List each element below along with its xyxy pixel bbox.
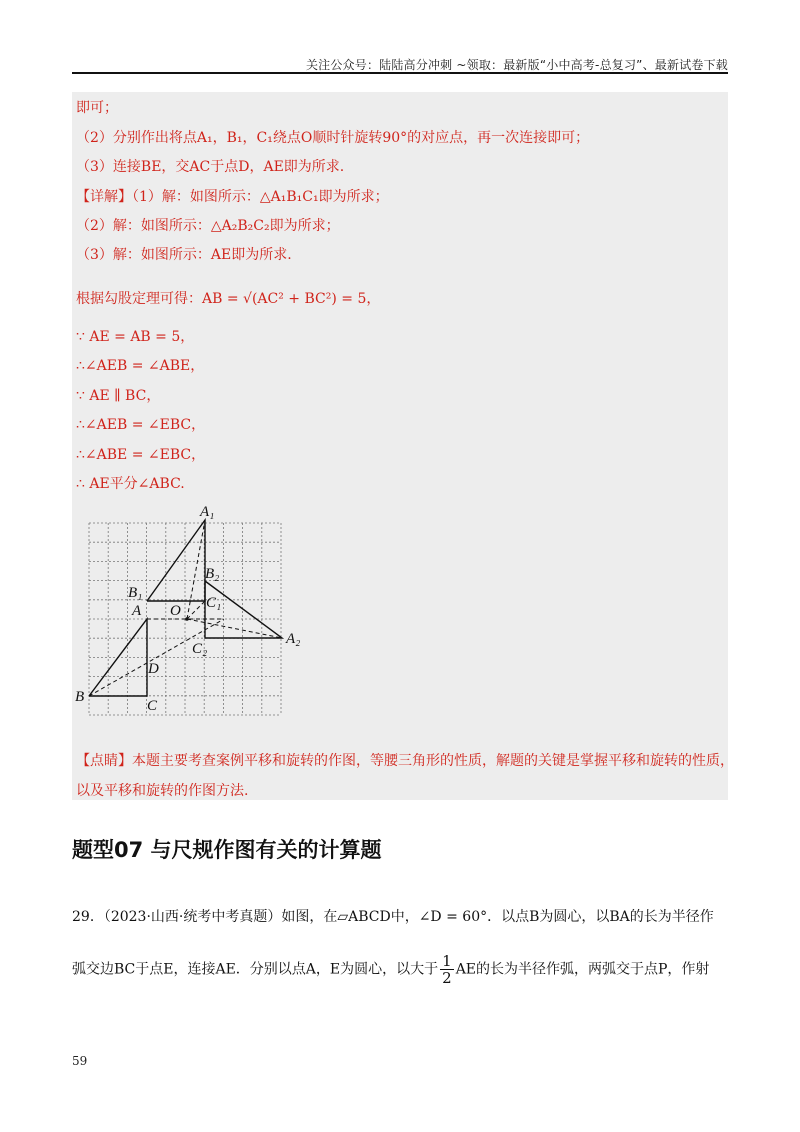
answer-line-6: （3）解：如图所示：AE即为所求. bbox=[76, 247, 292, 263]
triangle-a1b1c1 bbox=[147, 520, 205, 601]
grid-diagram bbox=[72, 503, 312, 723]
label-o: O bbox=[170, 603, 181, 619]
section-title: 题型07 与尺规作图有关的计算题 bbox=[72, 838, 382, 862]
label-b: B bbox=[75, 689, 85, 705]
step-line-5: ∴∠ABE = ∠EBC， bbox=[76, 447, 206, 463]
label-d: D bbox=[148, 661, 159, 677]
fraction-denominator: 2 bbox=[442, 969, 452, 987]
label-c2: C₂ bbox=[192, 641, 208, 657]
comment-line-2: 以及平移和旋转的作图方法. bbox=[76, 783, 249, 799]
label-b2: B₂ bbox=[205, 566, 220, 582]
answer-line-2: （2）分别作出将点A₁，B₁，C₁绕点O顺时针旋转90°的对应点，再一次连接即可； bbox=[76, 130, 590, 146]
page-header: 关注公众号：陆陆高分冲刺 ~领取：最新版“小中高考-总复习”、最新试卷下载 bbox=[305, 58, 728, 72]
problem-line-2-end: AE的长为半径作弧，两弧交于点P，作射 bbox=[455, 961, 710, 978]
problem-line-2-start: 弧交边BC于点E，连接AE．分别以点A，E为圆心，以大于 bbox=[72, 961, 439, 978]
label-a: A bbox=[132, 603, 142, 619]
comment-line-1: 【点睛】本题主要考查案例平移和旋转的作图，等腰三角形的性质，解题的关键是掌握平移和旋转的性质， bbox=[76, 753, 734, 769]
label-c: C bbox=[147, 698, 158, 714]
step-line-4: ∴∠AEB = ∠EBC， bbox=[76, 417, 206, 433]
geometry-figure bbox=[72, 503, 312, 723]
pythagoras-line: 根据勾股定理可得：AB = √(AC² + BC²) = 5， bbox=[76, 291, 381, 307]
fraction-numerator: 1 bbox=[442, 952, 452, 970]
answer-line-4: 【详解】（1）解：如图所示：△A₁B₁C₁即为所求； bbox=[76, 189, 389, 205]
one-half-fraction bbox=[440, 953, 454, 986]
answer-line-3: （3）连接BE，交AC于点D，AE即为所求. bbox=[76, 159, 345, 175]
step-line-6: ∴ AE平分∠ABC. bbox=[76, 476, 185, 492]
label-b1: B₁ bbox=[128, 585, 143, 601]
header-rule bbox=[72, 72, 728, 74]
page-number: 59 bbox=[72, 1054, 88, 1068]
center-point-o bbox=[185, 617, 189, 621]
label-c1: C₁ bbox=[206, 595, 222, 611]
step-line-2: ∴∠AEB = ∠ABE， bbox=[76, 358, 205, 374]
answer-line-1: 即可； bbox=[76, 100, 118, 116]
answer-line-5: （2）解：如图所示：△A₂B₂C₂即为所求； bbox=[76, 218, 340, 234]
step-line-3: ∵ AE ∥ BC， bbox=[76, 388, 161, 404]
problem-line-1: 29．（2023·山西·统考中考真题）如图，在▱ABCD中，∠D = 60°．以点B为圆心，以BA的长为半径作 bbox=[72, 909, 714, 925]
step-line-1: ∵ AE = AB = 5， bbox=[76, 329, 195, 345]
label-a2: A₂ bbox=[286, 631, 301, 647]
label-a1: A₁ bbox=[200, 504, 215, 520]
problem-line-2 bbox=[72, 953, 709, 986]
